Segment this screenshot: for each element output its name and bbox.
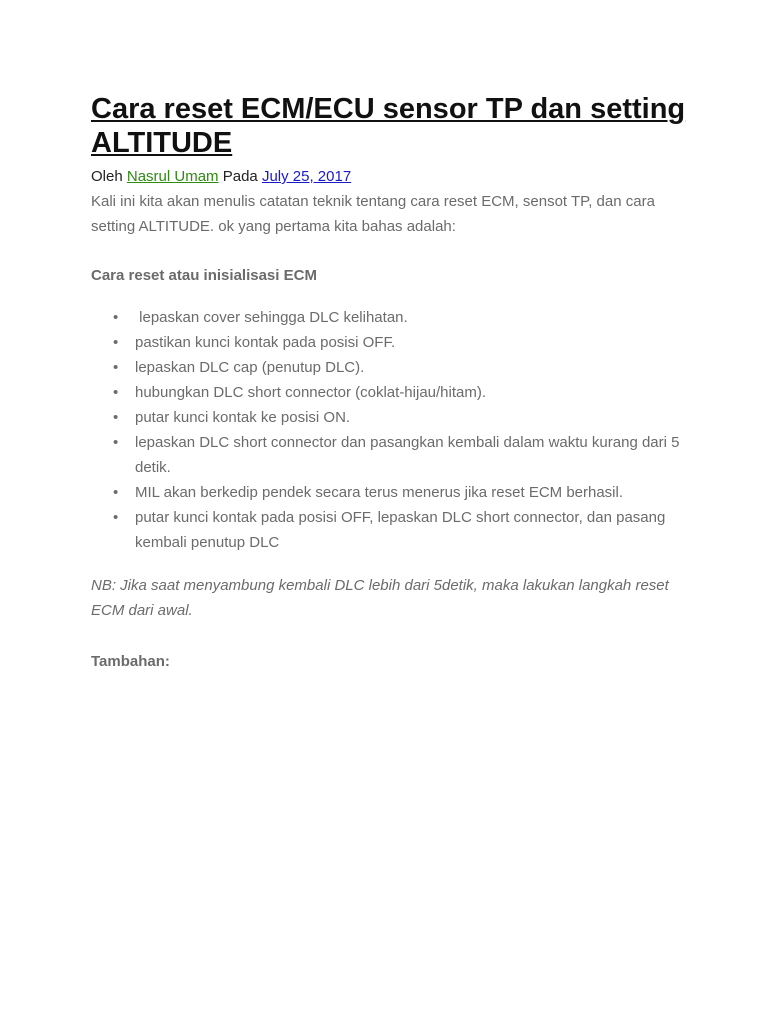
list-item	[91, 330, 691, 355]
bullet: •	[113, 334, 119, 351]
list-item-text: putar kunci kontak pada posisi OFF, lepaskan DLC short connector, dan pasang kembali penutup DLC	[135, 509, 666, 551]
on-label: Pada	[222, 168, 258, 185]
article-meta	[91, 164, 691, 189]
list-item	[91, 480, 691, 505]
list-item	[91, 305, 691, 330]
list-item-text: lepaskan DLC short connector dan pasangkan kembali dalam waktu kurang dari 5 detik.	[135, 434, 680, 476]
bullet: •	[113, 434, 119, 451]
list-item-text: putar kunci kontak ke posisi ON.	[135, 409, 351, 426]
list-item-text: hubungkan DLC short connector (coklat-hijau/hitam).	[135, 384, 487, 401]
steps-list	[91, 305, 691, 555]
bullet: •	[113, 359, 119, 376]
bullet: •	[113, 384, 119, 401]
article	[91, 92, 691, 674]
section-heading: Cara reset atau inisialisasi ECM	[91, 267, 317, 284]
author-link[interactable]: Nasrul Umam	[126, 168, 219, 185]
by-label: Oleh	[91, 168, 123, 185]
additional-heading: Tambahan:	[91, 653, 170, 670]
list-item	[91, 380, 691, 405]
list-item	[91, 505, 691, 555]
bullet: •	[113, 509, 119, 526]
list-item-text: lepaskan cover sehingga DLC kelihatan.	[135, 309, 408, 326]
list-item	[91, 355, 691, 380]
list-item-text: lepaskan DLC cap (penutup DLC).	[135, 359, 365, 376]
list-item	[91, 405, 691, 430]
list-item-text: MIL akan berkedip pendek secara terus menerus jika reset ECM berhasil.	[135, 484, 624, 501]
note-paragraph: NB: Jika saat menyambung kembali DLC lebih dari 5detik, maka lakukan langkah reset ECM dari awal.	[91, 577, 669, 619]
intro-paragraph: Kali ini kita akan menulis catatan teknik tentang cara reset ECM, sensot TP, dan cara setting ALTITUDE. ok yang pertama kita bahas adalah:	[91, 193, 655, 235]
list-item	[91, 430, 691, 480]
list-item-text: pastikan kunci kontak pada posisi OFF.	[135, 334, 396, 351]
bullet: •	[113, 409, 119, 426]
date-link[interactable]: July 25, 2017	[261, 168, 352, 185]
bullet: •	[113, 309, 119, 326]
article-title[interactable]: Cara reset ECM/ECU sensor TP dan setting ALTITUDE	[91, 93, 686, 159]
bullet: •	[113, 484, 119, 501]
